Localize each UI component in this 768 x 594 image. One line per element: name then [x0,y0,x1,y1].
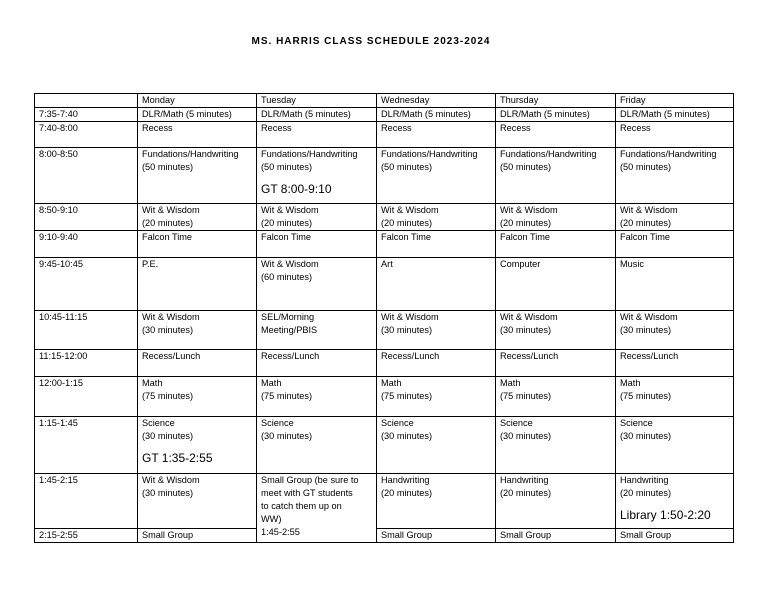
schedule-cell: Science (30 minutes) [496,417,616,474]
schedule-cell: Math (75 minutes) [496,377,616,417]
schedule-cell: Math (75 minutes) [257,377,377,417]
schedule-cell: DLR/Math (5 minutes) [616,108,734,122]
schedule-cell: Wit & Wisdom (30 minutes) [616,311,734,350]
time-cell: 1:45-2:15 [35,474,138,529]
header-row [35,94,734,108]
table-row [35,377,734,417]
schedule-cell: Art [377,258,496,311]
schedule-table [34,93,734,543]
table-row [35,258,734,311]
time-cell: 9:45-10:45 [35,258,138,311]
time-cell: 9:10-9:40 [35,231,138,258]
schedule-cell: Falcon Time [616,231,734,258]
schedule-cell: Wit & Wisdom (20 minutes) [377,204,496,231]
schedule-cell: Fundations/Handwriting (50 minutes) [496,148,616,204]
gt-note: GT 8:00-9:10 [261,182,332,196]
schedule-cell: Wit & Wisdom (20 minutes) [616,204,734,231]
table-row [35,122,734,148]
schedule-cell: DLR/Math (5 minutes) [496,108,616,122]
schedule-cell: Fundations/Handwriting (50 minutes) [377,148,496,204]
page-title: MS. HARRIS CLASS SCHEDULE 2023-2024 [251,36,491,47]
time-cell: 1:15-1:45 [35,417,138,474]
schedule-cell: Wit & Wisdom (20 minutes) [138,204,257,231]
schedule-cell: Wit & Wisdom (60 minutes) [257,258,377,311]
library-note: Library 1:50-2:20 [620,508,711,522]
schedule-cell: Math (75 minutes) [138,377,257,417]
schedule-cell: Small Group [496,529,616,543]
schedule-cell: Wit & Wisdom (20 minutes) [257,204,377,231]
schedule-cell: DLR/Math (5 minutes) [138,108,257,122]
schedule-cell: Science (30 minutes) [616,417,734,474]
time-cell: 10:45-11:15 [35,311,138,350]
schedule-cell: Falcon Time [496,231,616,258]
time-cell: 8:50-9:10 [35,204,138,231]
day-header-wednesday: Wednesday [377,94,496,108]
table-row [35,350,734,377]
table-row [35,148,734,204]
schedule-cell: Recess/Lunch [377,350,496,377]
schedule-cell: Music [616,258,734,311]
schedule-cell: Recess [496,122,616,148]
schedule-cell: Fundations/Handwriting (50 minutes) [616,148,734,204]
schedule-cell: Recess [257,122,377,148]
schedule-cell: Handwriting (20 minutes) [496,474,616,529]
schedule-cell: Wit & Wisdom (20 minutes) [496,204,616,231]
schedule-cell: Wit & Wisdom (30 minutes) [138,311,257,350]
schedule-cell: Small Group [616,529,734,543]
schedule-cell: Falcon Time [377,231,496,258]
time-cell: 8:00-8:50 [35,148,138,204]
schedule-cell [138,417,257,474]
schedule-cell: Wit & Wisdom (30 minutes) [138,474,257,529]
schedule-cell: SEL/Morning Meeting/PBIS [257,311,377,350]
cell-text: Handwriting (20 minutes) [620,475,672,498]
table-row [35,231,734,258]
schedule-cell: Math (75 minutes) [377,377,496,417]
schedule-cell: Small Group [377,529,496,543]
cell-text: Fundations/Handwriting (50 minutes) [261,149,358,172]
table-row [35,108,734,122]
schedule-cell: Science (30 minutes) [377,417,496,474]
schedule-cell: Small Group [138,529,257,543]
schedule-cell: Recess [616,122,734,148]
schedule-cell: Math (75 minutes) [616,377,734,417]
schedule-cell: Computer [496,258,616,311]
table-row [35,529,734,543]
schedule-cell: Falcon Time [138,231,257,258]
schedule-cell [616,474,734,529]
table-row [35,204,734,231]
schedule-cell: Fundations/Handwriting (50 minutes) [138,148,257,204]
day-header-thursday: Thursday [496,94,616,108]
schedule-cell: P.E. [138,258,257,311]
table-row [35,417,734,474]
schedule-cell: Recess/Lunch [138,350,257,377]
day-header-tuesday: Tuesday [257,94,377,108]
schedule-cell: Falcon Time [257,231,377,258]
schedule-cell: Recess [377,122,496,148]
time-cell: 12:00-1:15 [35,377,138,417]
gt-note: GT 1:35-2:55 [142,451,213,465]
schedule-cell: Recess/Lunch [257,350,377,377]
schedule-cell: Recess/Lunch [616,350,734,377]
day-header-friday: Friday [616,94,734,108]
time-cell: 2:15-2:55 [35,529,138,543]
time-cell: 7:35-7:40 [35,108,138,122]
schedule-cell: Science (30 minutes) [257,417,377,474]
day-header-monday: Monday [138,94,257,108]
schedule-cell: Recess [138,122,257,148]
schedule-cell: DLR/Math (5 minutes) [257,108,377,122]
schedule-cell: Wit & Wisdom (30 minutes) [377,311,496,350]
cell-text: Science (30 minutes) [142,418,194,441]
schedule-cell: Recess/Lunch [496,350,616,377]
schedule-cell: DLR/Math (5 minutes) [377,108,496,122]
time-cell: 7:40-8:00 [35,122,138,148]
schedule-cell: Handwriting (20 minutes) [377,474,496,529]
table-row [35,311,734,350]
table-row [35,474,734,529]
time-cell: 11:15-12:00 [35,350,138,377]
corner-cell [35,94,138,108]
schedule-cell: Small Group (be sure to meet with GT students to catch them up on WW) 1:45-2:55 [257,474,377,543]
schedule-cell: Wit & Wisdom (30 minutes) [496,311,616,350]
schedule-cell [257,148,377,204]
